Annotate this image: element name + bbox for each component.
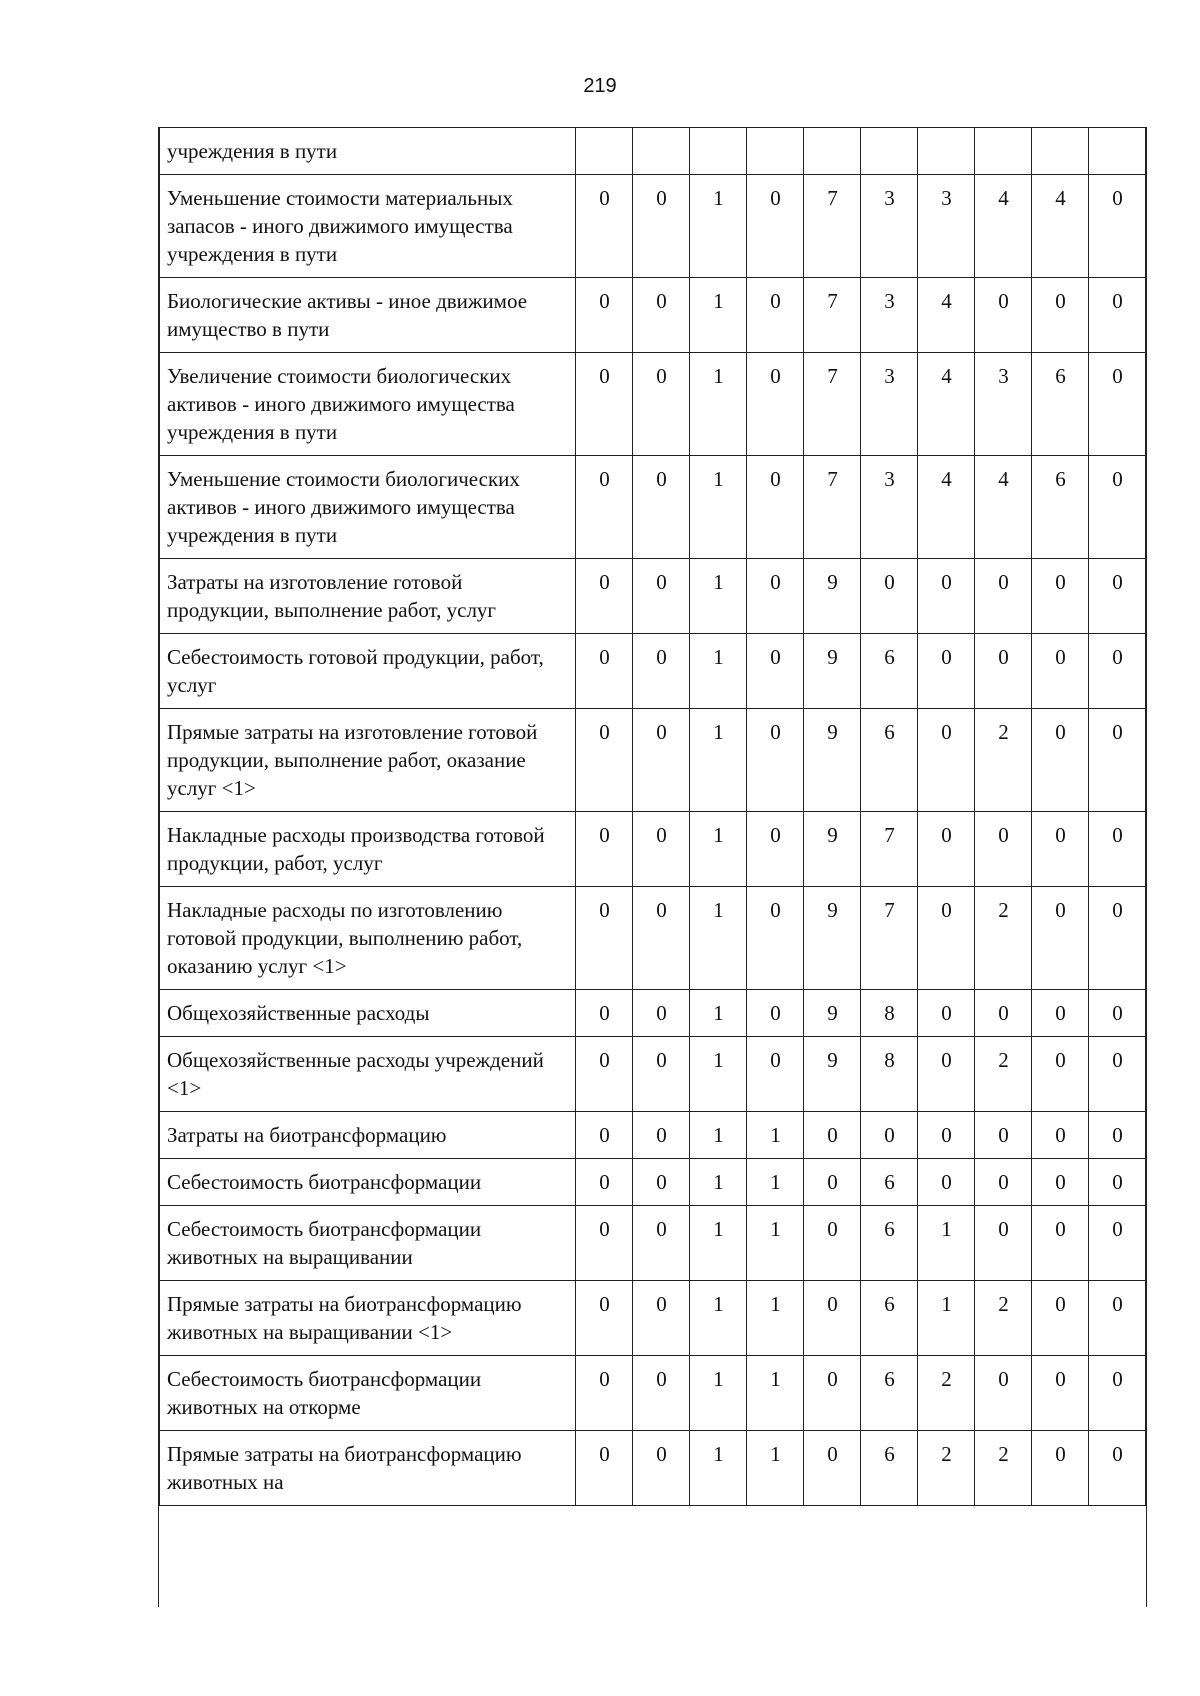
code-digit-cell: 0 (576, 353, 633, 456)
code-digit-cell: 0 (975, 812, 1032, 887)
code-digit-cell: 8 (861, 990, 918, 1037)
code-digit-cell: 0 (975, 1206, 1032, 1281)
code-digit-cell: 0 (1032, 1037, 1089, 1112)
code-digit-cell: 1 (918, 1281, 975, 1356)
code-digit-cell (1032, 128, 1089, 175)
code-digit-cell: 0 (804, 1159, 861, 1206)
code-digit-cell (747, 128, 804, 175)
code-digit-cell: 1 (690, 559, 747, 634)
code-digit-cell: 1 (690, 1431, 747, 1506)
code-digit-cell: 1 (690, 175, 747, 278)
code-digit-cell: 0 (633, 456, 690, 559)
table-row (160, 887, 1146, 990)
account-name-cell: Общехозяйственные расходы учреждений <1> (160, 1037, 576, 1112)
code-digit-cell: 1 (690, 1159, 747, 1206)
code-digit-cell: 3 (861, 353, 918, 456)
code-digit-cell: 0 (576, 278, 633, 353)
code-digit-cell: 0 (861, 559, 918, 634)
code-digit-cell: 0 (804, 1112, 861, 1159)
code-digit-cell: 8 (861, 1037, 918, 1112)
table-row (160, 709, 1146, 812)
code-digit-cell: 0 (1089, 709, 1146, 812)
code-digit-cell: 0 (633, 1037, 690, 1112)
code-digit-cell: 6 (861, 1159, 918, 1206)
code-digit-cell: 0 (975, 1159, 1032, 1206)
code-digit-cell: 0 (576, 1356, 633, 1431)
code-digit-cell: 0 (747, 990, 804, 1037)
code-digit-cell: 7 (804, 353, 861, 456)
code-digit-cell: 0 (747, 812, 804, 887)
code-digit-cell: 4 (918, 353, 975, 456)
code-digit-cell: 6 (861, 1356, 918, 1431)
code-digit-cell: 1 (690, 709, 747, 812)
code-digit-cell: 0 (1089, 559, 1146, 634)
code-digit-cell (861, 128, 918, 175)
code-digit-cell: 0 (576, 559, 633, 634)
code-digit-cell: 0 (633, 1356, 690, 1431)
table-row (160, 634, 1146, 709)
code-digit-cell: 0 (633, 1281, 690, 1356)
code-digit-cell: 0 (633, 175, 690, 278)
code-digit-cell: 0 (1089, 634, 1146, 709)
code-digit-cell: 0 (576, 812, 633, 887)
code-digit-cell: 6 (861, 634, 918, 709)
account-name-cell: Себестоимость биотрансформации животных на откорме (160, 1356, 576, 1431)
code-digit-cell: 0 (918, 634, 975, 709)
account-name-cell: учреждения в пути (160, 128, 576, 175)
account-name-cell: Биологические активы - иное движимое имущество в пути (160, 278, 576, 353)
code-digit-cell: 0 (975, 559, 1032, 634)
account-name-cell: Увеличение стоимости биологических активов - иного движимого имущества учреждения в пути (160, 353, 576, 456)
code-digit-cell: 7 (861, 887, 918, 990)
code-digit-cell: 0 (576, 887, 633, 990)
code-digit-cell: 0 (576, 1037, 633, 1112)
code-digit-cell: 0 (1089, 812, 1146, 887)
account-codes-table-wrapper (158, 127, 1147, 1607)
code-digit-cell: 1 (690, 1206, 747, 1281)
table-row (160, 1431, 1146, 1506)
code-digit-cell: 0 (633, 887, 690, 990)
code-digit-cell: 0 (975, 634, 1032, 709)
account-name-cell: Уменьшение стоимости материальных запасов - иного движимого имущества учреждения в пути (160, 175, 576, 278)
code-digit-cell: 0 (1032, 887, 1089, 990)
code-digit-cell: 2 (975, 1431, 1032, 1506)
account-name-cell: Себестоимость готовой продукции, работ, услуг (160, 634, 576, 709)
code-digit-cell: 0 (918, 1037, 975, 1112)
code-digit-cell: 0 (1089, 1206, 1146, 1281)
code-digit-cell: 0 (633, 709, 690, 812)
code-digit-cell: 0 (1032, 1112, 1089, 1159)
code-digit-cell: 7 (804, 278, 861, 353)
code-digit-cell: 0 (1032, 1431, 1089, 1506)
code-digit-cell: 0 (918, 709, 975, 812)
code-digit-cell: 0 (1089, 1431, 1146, 1506)
code-digit-cell: 0 (576, 456, 633, 559)
code-digit-cell: 1 (747, 1159, 804, 1206)
code-digit-cell: 0 (576, 1206, 633, 1281)
code-digit-cell: 1 (690, 634, 747, 709)
code-digit-cell: 0 (1089, 887, 1146, 990)
code-digit-cell: 0 (1089, 353, 1146, 456)
code-digit-cell: 0 (633, 1112, 690, 1159)
code-digit-cell: 0 (576, 1281, 633, 1356)
code-digit-cell: 7 (861, 812, 918, 887)
code-digit-cell: 0 (633, 1159, 690, 1206)
code-digit-cell: 9 (804, 887, 861, 990)
code-digit-cell: 0 (633, 559, 690, 634)
code-digit-cell (633, 128, 690, 175)
code-digit-cell: 0 (1089, 175, 1146, 278)
code-digit-cell: 0 (747, 353, 804, 456)
code-digit-cell: 0 (804, 1431, 861, 1506)
code-digit-cell: 0 (633, 1431, 690, 1506)
code-digit-cell: 0 (1032, 634, 1089, 709)
code-digit-cell: 1 (747, 1112, 804, 1159)
code-digit-cell: 6 (861, 1431, 918, 1506)
code-digit-cell: 0 (918, 812, 975, 887)
code-digit-cell: 1 (690, 1112, 747, 1159)
code-digit-cell: 0 (747, 456, 804, 559)
code-digit-cell: 1 (690, 990, 747, 1037)
code-digit-cell: 0 (918, 887, 975, 990)
table-body (160, 128, 1146, 1506)
code-digit-cell: 0 (633, 353, 690, 456)
code-digit-cell: 0 (1032, 1159, 1089, 1206)
code-digit-cell: 0 (576, 990, 633, 1037)
code-digit-cell: 0 (804, 1206, 861, 1281)
code-digit-cell: 0 (576, 634, 633, 709)
account-name-cell: Прямые затраты на биотрансформацию животных на выращивании <1> (160, 1281, 576, 1356)
code-digit-cell: 9 (804, 990, 861, 1037)
code-digit-cell: 0 (747, 175, 804, 278)
code-digit-cell: 0 (1032, 559, 1089, 634)
code-digit-cell: 1 (918, 1206, 975, 1281)
code-digit-cell: 0 (1032, 1281, 1089, 1356)
table-row (160, 128, 1146, 175)
code-digit-cell: 9 (804, 1037, 861, 1112)
account-name-cell: Себестоимость биотрансформации животных на выращивании (160, 1206, 576, 1281)
code-digit-cell: 0 (975, 990, 1032, 1037)
account-name-cell: Затраты на изготовление готовой продукции, выполнение работ, услуг (160, 559, 576, 634)
account-name-cell: Общехозяйственные расходы (160, 990, 576, 1037)
code-digit-cell: 0 (1089, 1159, 1146, 1206)
code-digit-cell: 0 (576, 1431, 633, 1506)
table-row (160, 1206, 1146, 1281)
code-digit-cell (975, 128, 1032, 175)
code-digit-cell (804, 128, 861, 175)
account-name-cell: Прямые затраты на изготовление готовой продукции, выполнение работ, оказание услуг <1> (160, 709, 576, 812)
code-digit-cell: 0 (1089, 1112, 1146, 1159)
code-digit-cell: 0 (1089, 1281, 1146, 1356)
code-digit-cell (576, 128, 633, 175)
code-digit-cell: 2 (918, 1431, 975, 1506)
table-row (160, 1281, 1146, 1356)
code-digit-cell: 0 (633, 812, 690, 887)
code-digit-cell: 0 (1032, 278, 1089, 353)
code-digit-cell: 1 (690, 456, 747, 559)
code-digit-cell: 0 (918, 1159, 975, 1206)
code-digit-cell: 3 (975, 353, 1032, 456)
code-digit-cell: 0 (975, 1112, 1032, 1159)
code-digit-cell: 0 (975, 1356, 1032, 1431)
code-digit-cell: 0 (861, 1112, 918, 1159)
code-digit-cell: 0 (576, 709, 633, 812)
code-digit-cell: 0 (633, 990, 690, 1037)
code-digit-cell: 0 (576, 175, 633, 278)
code-digit-cell: 0 (1089, 990, 1146, 1037)
code-digit-cell: 0 (576, 1112, 633, 1159)
account-name-cell: Накладные расходы по изготовлению готовой продукции, выполнению работ, оказанию услуг <1> (160, 887, 576, 990)
code-digit-cell: 4 (918, 278, 975, 353)
code-digit-cell: 0 (975, 278, 1032, 353)
code-digit-cell: 2 (975, 1037, 1032, 1112)
code-digit-cell: 9 (804, 709, 861, 812)
code-digit-cell: 2 (918, 1356, 975, 1431)
code-digit-cell: 0 (633, 634, 690, 709)
code-digit-cell: 0 (747, 559, 804, 634)
code-digit-cell: 2 (975, 709, 1032, 812)
code-digit-cell: 0 (804, 1281, 861, 1356)
account-name-cell: Накладные расходы производства готовой продукции, работ, услуг (160, 812, 576, 887)
code-digit-cell: 0 (633, 278, 690, 353)
code-digit-cell: 7 (804, 456, 861, 559)
account-codes-table (159, 127, 1146, 1506)
table-row (160, 278, 1146, 353)
code-digit-cell: 4 (918, 456, 975, 559)
account-name-cell: Прямые затраты на биотрансформацию животных на (160, 1431, 576, 1506)
code-digit-cell: 4 (975, 456, 1032, 559)
code-digit-cell (918, 128, 975, 175)
code-digit-cell: 0 (1032, 812, 1089, 887)
code-digit-cell: 0 (747, 709, 804, 812)
table-row (160, 812, 1146, 887)
table-row (160, 1159, 1146, 1206)
table-row (160, 1037, 1146, 1112)
code-digit-cell: 0 (918, 990, 975, 1037)
code-digit-cell: 1 (690, 1356, 747, 1431)
code-digit-cell: 6 (861, 1281, 918, 1356)
table-row (160, 353, 1146, 456)
code-digit-cell: 1 (690, 887, 747, 990)
code-digit-cell: 6 (861, 709, 918, 812)
code-digit-cell: 7 (804, 175, 861, 278)
code-digit-cell: 0 (1089, 278, 1146, 353)
code-digit-cell: 3 (861, 278, 918, 353)
table-row (160, 559, 1146, 634)
code-digit-cell: 2 (975, 1281, 1032, 1356)
code-digit-cell: 0 (804, 1356, 861, 1431)
code-digit-cell: 9 (804, 559, 861, 634)
table-row (160, 456, 1146, 559)
table-row (160, 1356, 1146, 1431)
code-digit-cell: 4 (1032, 175, 1089, 278)
page-number: 219 (583, 75, 617, 97)
code-digit-cell (1089, 128, 1146, 175)
code-digit-cell: 0 (1032, 990, 1089, 1037)
table-row (160, 175, 1146, 278)
code-digit-cell: 3 (918, 175, 975, 278)
code-digit-cell: 0 (747, 278, 804, 353)
code-digit-cell: 0 (1032, 1356, 1089, 1431)
code-digit-cell: 1 (690, 353, 747, 456)
table-row (160, 1112, 1146, 1159)
code-digit-cell: 3 (861, 456, 918, 559)
account-name-cell: Себестоимость биотрансформации (160, 1159, 576, 1206)
code-digit-cell: 0 (1032, 709, 1089, 812)
code-digit-cell: 0 (1089, 1356, 1146, 1431)
code-digit-cell: 1 (690, 278, 747, 353)
code-digit-cell: 0 (747, 634, 804, 709)
code-digit-cell: 9 (804, 812, 861, 887)
code-digit-cell: 0 (576, 1159, 633, 1206)
code-digit-cell: 0 (747, 887, 804, 990)
code-digit-cell: 1 (747, 1206, 804, 1281)
account-name-cell: Уменьшение стоимости биологических активов - иного движимого имущества учреждения в пути (160, 456, 576, 559)
code-digit-cell: 1 (690, 1281, 747, 1356)
code-digit-cell: 0 (918, 1112, 975, 1159)
code-digit-cell: 0 (918, 559, 975, 634)
code-digit-cell: 0 (1089, 1037, 1146, 1112)
code-digit-cell: 1 (747, 1356, 804, 1431)
code-digit-cell: 9 (804, 634, 861, 709)
code-digit-cell: 1 (690, 812, 747, 887)
code-digit-cell: 1 (747, 1281, 804, 1356)
code-digit-cell: 4 (975, 175, 1032, 278)
table-row (160, 990, 1146, 1037)
code-digit-cell (690, 128, 747, 175)
code-digit-cell: 1 (690, 1037, 747, 1112)
code-digit-cell: 0 (633, 1206, 690, 1281)
code-digit-cell: 0 (1089, 456, 1146, 559)
code-digit-cell: 6 (1032, 353, 1089, 456)
code-digit-cell: 0 (747, 1037, 804, 1112)
code-digit-cell: 6 (861, 1206, 918, 1281)
code-digit-cell: 6 (1032, 456, 1089, 559)
account-name-cell: Затраты на биотрансформацию (160, 1112, 576, 1159)
code-digit-cell: 0 (1032, 1206, 1089, 1281)
code-digit-cell: 2 (975, 887, 1032, 990)
code-digit-cell: 1 (747, 1431, 804, 1506)
code-digit-cell: 3 (861, 175, 918, 278)
